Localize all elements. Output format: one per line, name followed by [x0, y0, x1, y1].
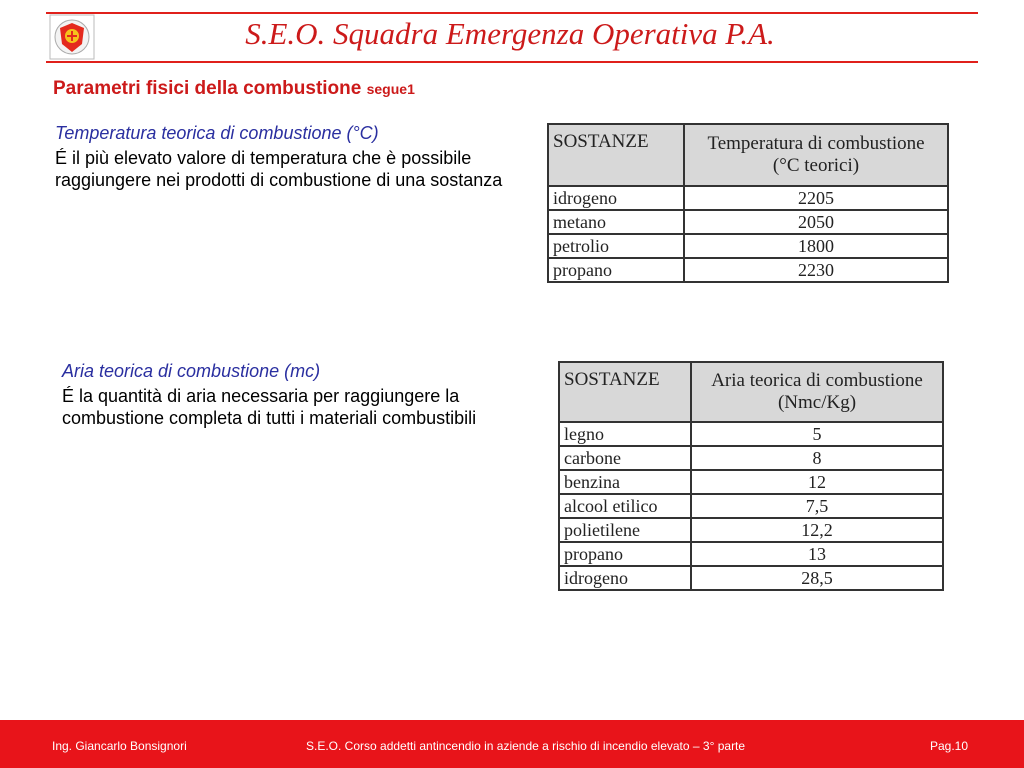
table-row — [548, 234, 948, 258]
footer-bar — [0, 720, 1024, 768]
table-row — [559, 422, 943, 446]
header-line-1: Temperatura di combustione — [707, 133, 925, 154]
substance-name: benzina — [559, 470, 691, 494]
substance-name: carbone — [559, 446, 691, 470]
footer-course: S.E.O. Corso addetti antincendio in aziende a rischio di incendio elevato – 3° parte — [306, 739, 746, 753]
header-line-2: (Nmc/Kg) — [777, 392, 857, 413]
footer-page-number: Pag.10 — [930, 739, 969, 753]
air-description: É la quantità di aria necessaria per raggiungere la combustione completa di tutti i materiali combustibili — [62, 386, 477, 428]
header-top-rule — [46, 12, 978, 14]
section-subtitle — [53, 78, 415, 100]
substance-value: 7,5 — [691, 494, 943, 518]
substance-value: 2205 — [684, 186, 948, 210]
air-heading: Aria teorica di combustione (mc) — [62, 361, 321, 381]
substance-value: 12 — [691, 470, 943, 494]
substance-name: propano — [548, 258, 684, 282]
table-row — [548, 186, 948, 210]
substance-name: propano — [559, 542, 691, 566]
air-section — [62, 360, 552, 429]
temperature-table — [547, 123, 949, 283]
table-row — [559, 470, 943, 494]
table-row — [548, 258, 948, 282]
footer-author: Ing. Giancarlo Bonsignori — [52, 739, 187, 753]
page-title: S.E.O. Squadra Emergenza Operativa P.A. — [245, 16, 775, 51]
header-line-1: Aria teorica di combustione — [711, 370, 923, 391]
substance-value: 8 — [691, 446, 943, 470]
subtitle-main: Parametri fisici della combustione — [53, 78, 362, 99]
header-bottom-rule — [46, 61, 978, 63]
subtitle-suffix: segue1 — [366, 81, 415, 97]
header-line-2: (°C teorici) — [772, 155, 860, 176]
substance-value: 2230 — [684, 258, 948, 282]
substance-name: idrogeno — [548, 186, 684, 210]
table-row — [548, 210, 948, 234]
temperature-description: É il più elevato valore di temperatura che è possibile raggiungere nei prodotti di combustione di una sostanza — [55, 148, 503, 190]
substance-value: 5 — [691, 422, 943, 446]
table-row — [559, 566, 943, 590]
substance-name: petrolio — [548, 234, 684, 258]
temperature-heading: Temperatura teorica di combustione (°C) — [55, 123, 379, 143]
substance-name: metano — [548, 210, 684, 234]
table-header-air — [691, 362, 943, 422]
table-header-substances: SOSTANZE — [559, 362, 691, 422]
table-row — [559, 542, 943, 566]
table-row — [559, 494, 943, 518]
air-table — [558, 361, 944, 591]
table-header-temperature — [684, 124, 948, 186]
substance-name: polietilene — [559, 518, 691, 542]
substance-name: legno — [559, 422, 691, 446]
substance-value: 28,5 — [691, 566, 943, 590]
table-header-substances: SOSTANZE — [548, 124, 684, 186]
substance-value: 13 — [691, 542, 943, 566]
substance-name: alcool etilico — [559, 494, 691, 518]
table-row — [559, 446, 943, 470]
table-row — [559, 518, 943, 542]
substance-value: 12,2 — [691, 518, 943, 542]
substance-value: 1800 — [684, 234, 948, 258]
substance-value: 2050 — [684, 210, 948, 234]
temperature-section — [55, 122, 525, 191]
substance-name: idrogeno — [559, 566, 691, 590]
